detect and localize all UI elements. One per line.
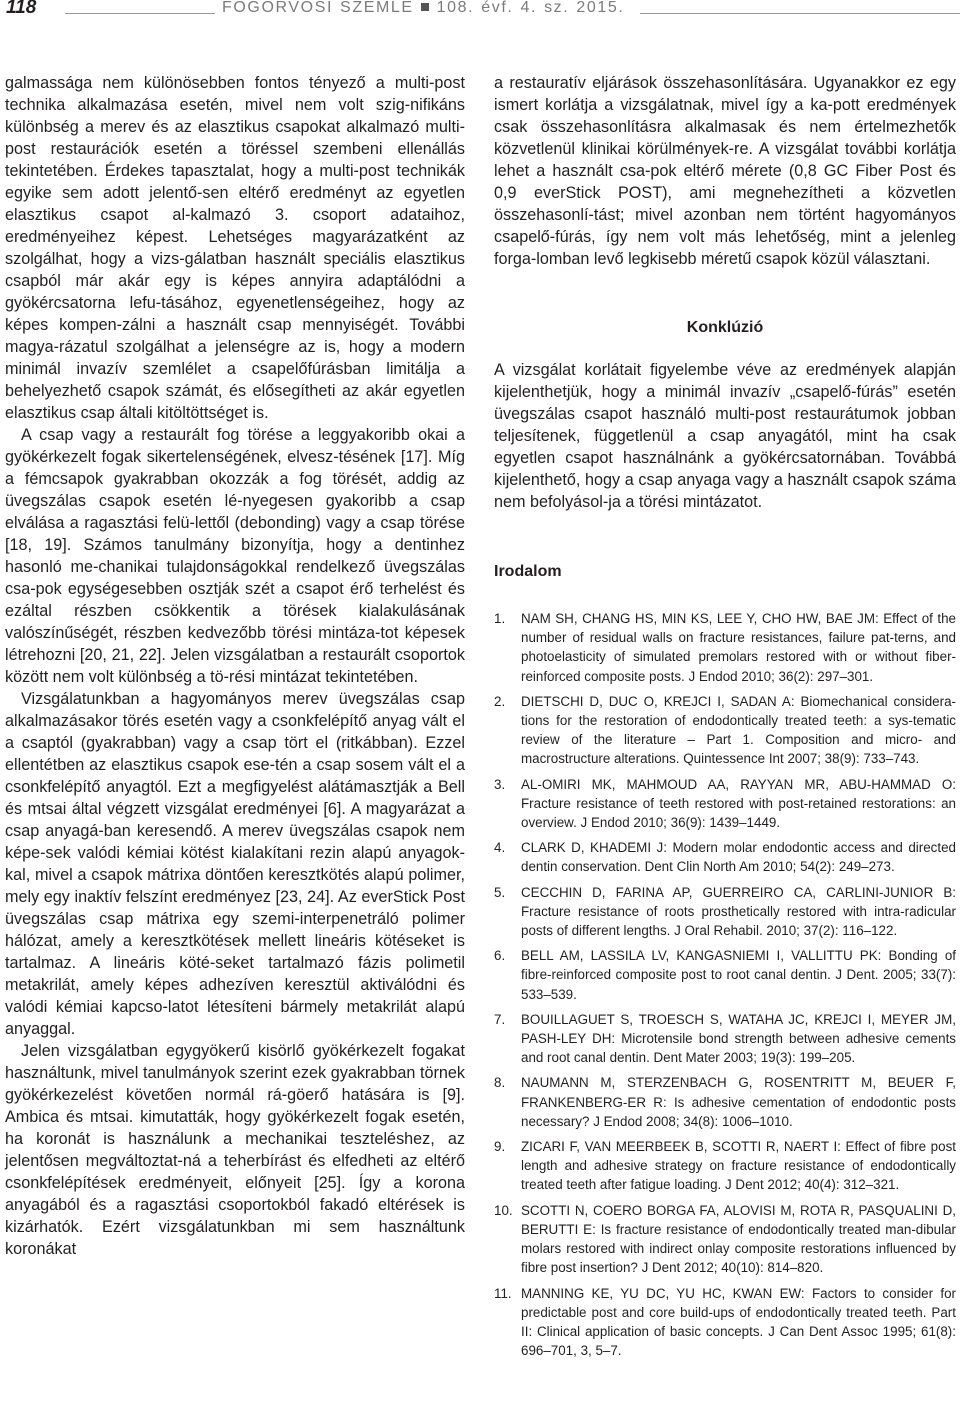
- reference-text: NAM SH, CHANG HS, MIN KS, LEE Y, CHO HW, BAE JM: Effect of the number of residual walls on fracture resistances, failure pat-terns, and photoelasticity of simulated premolars restored with or without fiber-reinforced composite posts. J Endod 2010; 36(2): 297–301.: [521, 611, 956, 684]
- reference-item: [494, 775, 956, 833]
- reference-number: 9.: [494, 1139, 506, 1155]
- reference-number: 3.: [494, 776, 506, 792]
- section-heading-konkluzio: Konklúzió: [686, 319, 764, 336]
- body-paragraph: Vizsgálatunkban a hagyományos merev üvegszálas csap alkalmazásakor törés esetén vagy a csonkfelépítő anyag vált el a csaptól (gyakrabban) vagy a csap tört el (ritkábban). Ezzel ellentétben az elasztikus csapok ese-tén a csap sosem vált el a csonkfelépítő anyagtól. Ezt a megfigyelést alátámasztják a Bell és mtsai által végzett vizsgálat eredményei [6]. A magyarázat a csap anyagá-ban keresendő. A merev üvegszálas csapok nem képe-sek valódi kémiai kötést kialakítani rezin alapú anyagok-kal, mivel a csapok mátrixa döntően keresztkötés alapú polimer, mely egy inaktív felszínt eredményez [23, 24]. Az everStick Post üvegszálas csap mátrixa egy szemi-interpenetráló polimer hálózat, amely a keresztkötések mellett lineáris kötéseket is tartalmaz. A lineáris köté-seket tartalmazó fázis polimetil metakrilát, amely képes adhezíven keresztül aktiválódni és valódi kémiai kapcso-latot létesíteni bármely metakrilát alapú anyaggal.: [5, 690, 465, 1038]
- header-rule-right: [640, 13, 960, 14]
- body-paragraph: galmassága nem különösebben fontos tényező a multi-post technika alkalmazása esetén, mivel nem volt szig-nifikáns különbség a merev és az elasztikus csapokat alkalmazó multi-post restaurációk esetén a töréssel szembeni ellenállás tekintetében. Érdekes tapasztalat, hogy a multi-post technikák egyike sem adott jelentő-sen eltérő eredményt az egyetlen elasztikus csapot al-kalmazó 3. csoport adataihoz, eredményeihez képest. Lehetséges magyarázatként az szolgálhat, hogy a vizs-gálatban használt speciális elasztikus csapból már akár egy is képes annyira adaptálódni a gyökércsatorna lefu-tásához, egyenetlenségeihez, hogy az képes kompen-zálni a használt csap mennyiségét. További magya-rázatul szolgálhat a jelenségre az is, hogy a modern minimál invazív szemlélet a csapelőfúrásban limitálja a behelyezhető csapok számát, és elősegítheti az akár egyetlen elasztikus csap általi kitöltöttséget is.: [5, 74, 465, 422]
- reference-item: [494, 1137, 956, 1195]
- section-heading-irodalom: Irodalom: [494, 563, 562, 580]
- reference-text: NAUMANN M, STERZENBACH G, ROSENTRITT M, BEUER F, FRANKENBERG-ER R: Is adhesive cementation of endodontic posts necessary? J Endod 2008; 34(8): 1006–1010.: [521, 1075, 956, 1129]
- journal-issue: 108. évf. 4. sz. 2015.: [436, 0, 625, 16]
- reference-text: CECCHIN D, FARINA AP, GUERREIRO CA, CARLINI-JUNIOR B: Fracture resistance of roots prosthetically restored with intra-radicular posts of different lengths. J Oral Rehabil. 2010; 37(2): 116–122.: [521, 884, 956, 939]
- body-paragraph: a restauratív eljárások összehasonlítására. Ugyanakkor ez egy ismert korlátja a vizsgálatnak, mivel így a ka-pott eredmények csak összehasonlításra alkalmasak és nem értelmezhetők közvetlenül klinikai körülmények-re. A vizsgálat további korlátja lehet a használt csa-pok eltérő mérete (0,8 GC Fiber Post és 0,9 everStick POST), ami megnehezítheti a közvetlen összehasonlí-tást; mivel azonban nem történt hagyományos csapelő-fúrás, így nem volt más lehetőség, mint a jelenleg forga-lomban levő legkisebb méretű csapok közül választani.: [494, 74, 956, 268]
- body-paragraph: A csap vagy a restaurált fog törése a leggyakoribb okai a gyökérkezelt fogak sikertelenségének, elvesz-tésének [17]. Míg a fémcsapok gyakrabban okozzák a fog törését, addig az üvegszálas csapok esetén lé-nyegesen gyakoribb a csap elválása a ragasztási felü-lettől (debonding) vagy a csap törése [18, 19]. Számos tanulmány bizonyítja, hogy a dentinhez hasonló me-chanikai tulajdonságokkal rendelkező üvegszálas csa-pok egységesebben osztják szét a csapot érő terhelést és ezáltal részben csökkentik a törések kialakulásának valószínűségét, részben kedvezőbb törési mintáza-tot képesek létrehozni [20, 21, 22]. Jelen vizsgálatban a restaurált csoportok között nem volt különbség a tö-rési mintázat tekintetében.: [5, 426, 465, 686]
- reference-item: [494, 1010, 956, 1068]
- header-rule-left: [65, 13, 215, 14]
- reference-number: 7.: [494, 1011, 506, 1027]
- reference-text: MANNING KE, YU DC, YU HC, KWAN EW: Factors to consider for predictable post and core build-ups of endodontically treated teeth. Part II: Clinical application of basic concepts. J Can Dent Assoc 1995; 61(8): 696–701, 3, 5–7.: [521, 1285, 956, 1359]
- reference-text: AL-OMIRI MK, MAHMOUD AA, RAYYAN MR, ABU-HAMMAD O: Fracture resistance of teeth restored with post-retained restorations: an overview. J Endod 2010; 36(9): 1439–1449.: [521, 776, 956, 831]
- page-number: 118: [6, 0, 37, 18]
- conclusion-paragraph: A vizsgálat korlátait figyelembe véve az eredmények alapján kijelenthetjük, hogy a minimál invazív „csapelő-fúrás” esetén üvegszálas csapot használó multi-post restaurátumok jobban teljesítenek, függetlenül a csap anyagától, mint ha csak egyetlen csapot használnánk a gyökércsatornában. Továbbá kijelenthető, hogy a csap anyaga vagy a használt csapok száma nem befolyásol-ja a törési mintázatot.: [494, 361, 956, 511]
- reference-item: [494, 946, 956, 1004]
- journal-name: FOGORVOSI SZEMLE: [222, 0, 414, 16]
- reference-item: [494, 609, 956, 686]
- reference-item: [494, 883, 956, 941]
- reference-number: 6.: [494, 948, 506, 964]
- reference-text: BELL AM, LASSILA LV, KANGASNIEMI I, VALLITTU PK: Bonding of fibre-reinforced composite post to root canal dentin. J Dent. 2005; 33(7): 533–539.: [521, 948, 956, 1002]
- reference-text: BOUILLAGUET S, TROESCH S, WATAHA JC, KREJCI I, MEYER JM, PASH-LEY DH: Microtensile bond strength between adhesive cements and root canal dentin. Dent Mater 2003; 19(3): 199–205.: [521, 1011, 956, 1066]
- journal-running-title: [222, 0, 624, 17]
- reference-item: [494, 692, 956, 769]
- left-column: [5, 72, 465, 1260]
- reference-number: 10.: [494, 1202, 513, 1218]
- reference-item: [494, 838, 956, 876]
- reference-number: 11.: [494, 1285, 512, 1301]
- reference-list: [494, 609, 956, 1360]
- reference-number: 5.: [494, 884, 506, 900]
- reference-text: ZICARI F, VAN MEERBEEK B, SCOTTI R, NAERT I: Effect of fibre post length and adhesive strategy on fracture resistance of endodontically treated teeth after fatigue loading. J Dent 2012; 40(4): 312–321.: [521, 1139, 956, 1193]
- reference-text: CLARK D, KHADEMI J: Modern molar endodontic access and directed dentin conservation. Dent Clin North Am 2010; 54(2): 249–273.: [521, 840, 956, 875]
- body-paragraph: Jelen vizsgálatban egygyökerű kisörlő gyökérkezelt fogakat használtunk, mivel tanulmányok szerint ezek gyakrabban törnek gyökérkezelést követően normál rá-göerő hatására is [9]. Ambica és mtsai. kimutatták, hogy gyökérkezelt fogak esetén, ha koronát is használunk a mechanikai teszteléshez, az jelentősen megváltoztat-ná a teherbírást és elfedheti az eltérő csonkfelépítések eredményeit, előnyeit [25]. Így a korona anyagából és a ragasztási csoportokból fakadó eltérések is kizárhatók. Ezért vizsgálatunkban mi sem használtunk koronákat: [5, 1042, 465, 1258]
- reference-text: DIETSCHI D, DUC O, KREJCI I, SADAN A: Biomechanical considera-tions for the restoration of endodontically treated teeth: a sys-tematic review of the literature – Part 1. Composition and micro- and macrostructure alterations. Quintessence Int 2007; 38(9): 733–743.: [521, 693, 956, 767]
- reference-number: 1.: [494, 611, 506, 626]
- reference-number: 4.: [494, 840, 506, 856]
- running-header: [0, 0, 960, 26]
- right-column: [494, 72, 956, 1366]
- reference-item: [494, 1284, 956, 1361]
- reference-item: [494, 1073, 956, 1131]
- square-bullet-icon: [421, 3, 429, 11]
- reference-number: 8.: [494, 1075, 506, 1091]
- reference-number: 2.: [494, 693, 506, 709]
- reference-text: SCOTTI N, COERO BORGA FA, ALOVISI M, ROTA R, PASQUALINI D, BERUTTI E: Is fracture resistance of endodontically treated man-dibular molars restored with indirect onlay composite restorations influenced by fibre post insertion? J Dent 2012; 40(10): 814–820.: [521, 1202, 956, 1276]
- reference-item: [494, 1201, 956, 1278]
